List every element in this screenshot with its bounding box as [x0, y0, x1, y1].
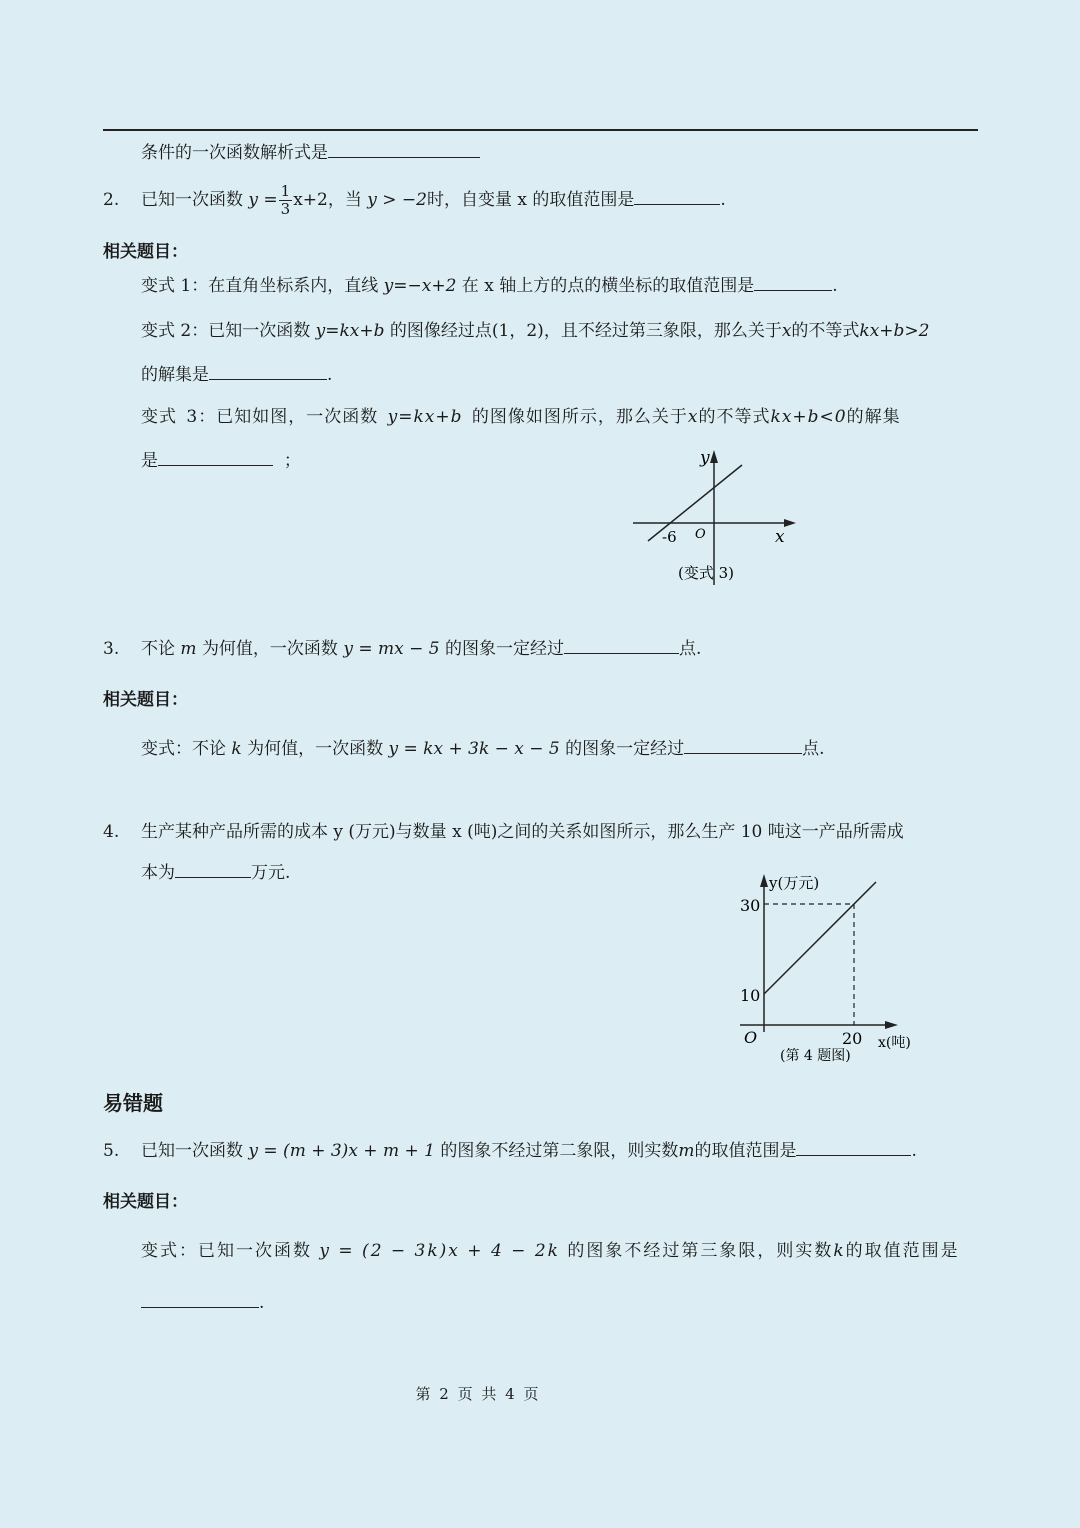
variant-2: 变式 2：已知一次函数 y=kx+b 的图像经过点(1，2)，且不经过第三象限，那么关于x的不等式kx+b>2: [141, 321, 930, 341]
variant-3: 变式 3：已知如图，一次函数 y=kx+b 的图像如图所示，那么关于x的不等式kx+b<0的解集: [141, 407, 901, 427]
variant-q5: 变式：已知一次函数 y = (2 − 3k)x + 4 − 2k 的图象不经过第三象限，则实数k的取值范围是: [141, 1241, 960, 1261]
y-axis-arrow: [760, 874, 768, 887]
figure-question-4: [730, 868, 930, 1068]
header-rule: [103, 129, 978, 131]
section-title: 易错题: [103, 1091, 163, 1115]
origin-label: O: [695, 527, 706, 542]
answer-blank[interactable]: [141, 1293, 259, 1308]
y-tick-30: 30: [740, 896, 761, 915]
answer-blank[interactable]: [634, 190, 720, 205]
figure-caption: (第 4 题图): [780, 1048, 851, 1064]
variant-q3: 变式：不论 k 为何值，一次函数 y = kx + 3k − x − 5 的图象一定经过 点.: [141, 739, 825, 759]
answer-blank[interactable]: [328, 143, 480, 158]
x-axis-label: x: [775, 527, 785, 547]
answer-blank[interactable]: [209, 365, 327, 380]
variant-3-line2: 是 ；: [141, 451, 301, 471]
y-axis-arrow: [710, 450, 718, 463]
related-heading: 相关题目：: [103, 1192, 188, 1212]
related-heading: 相关题目：: [103, 690, 188, 710]
question-4: 4. 生产某种产品所需的成本 y (万元)与数量 x (吨)之间的关系如图所示，那么生产 10 吨这一产品所需成: [103, 822, 904, 842]
question-4-line2: 本为 万元.: [141, 863, 291, 883]
answer-blank[interactable]: [158, 451, 273, 466]
fraction: $\frac{1}{3}$: [280, 182, 291, 218]
answer-blank[interactable]: [564, 639, 679, 654]
figure-caption: (变式 3): [678, 564, 735, 582]
question-3: 3. 不论 m 为何值，一次函数 y = mx − 5 的图象一定经过 点.: [103, 639, 702, 659]
answer-blank[interactable]: [684, 739, 802, 754]
variant-2-line2: 的解集是 .: [141, 365, 333, 385]
header-continuation: 条件的一次函数解析式是: [141, 142, 480, 164]
y-tick-10: 10: [740, 986, 761, 1005]
x-tick-20: 20: [842, 1029, 863, 1048]
figure-variant-3: [628, 445, 808, 590]
variant-1: 变式 1：在直角坐标系内，直线 y=−x+2 在 x 轴上方的点的横坐标的取值范围是 .: [141, 276, 838, 296]
question-5: 5. 已知一次函数 y = (m + 3)x + m + 1 的图象不经过第二象限，则实数m的取值范围是 .: [103, 1141, 917, 1161]
x-axis-arrow: [885, 1021, 898, 1029]
y-axis-label: y: [700, 448, 710, 468]
origin-label: O: [744, 1028, 758, 1047]
variant-q5-line2: .: [141, 1292, 264, 1314]
y-axis-label: y(万元): [769, 874, 820, 892]
x-axis-arrow: [784, 519, 796, 527]
x-axis-label: x(吨): [878, 1035, 911, 1051]
question-2: 2. 已知一次函数 y = $\frac{1}{3}$ x+2，当 y > −2时，自变量 x 的取值范围是 .: [103, 182, 726, 218]
answer-blank[interactable]: [796, 1141, 911, 1156]
answer-blank[interactable]: [754, 276, 832, 291]
cost-line: [764, 882, 876, 994]
intercept-label: -6: [662, 528, 677, 546]
page-footer: 第 2 页 共 4 页: [415, 1385, 541, 1403]
answer-blank[interactable]: [175, 863, 251, 878]
related-heading: 相关题目：: [103, 242, 188, 262]
